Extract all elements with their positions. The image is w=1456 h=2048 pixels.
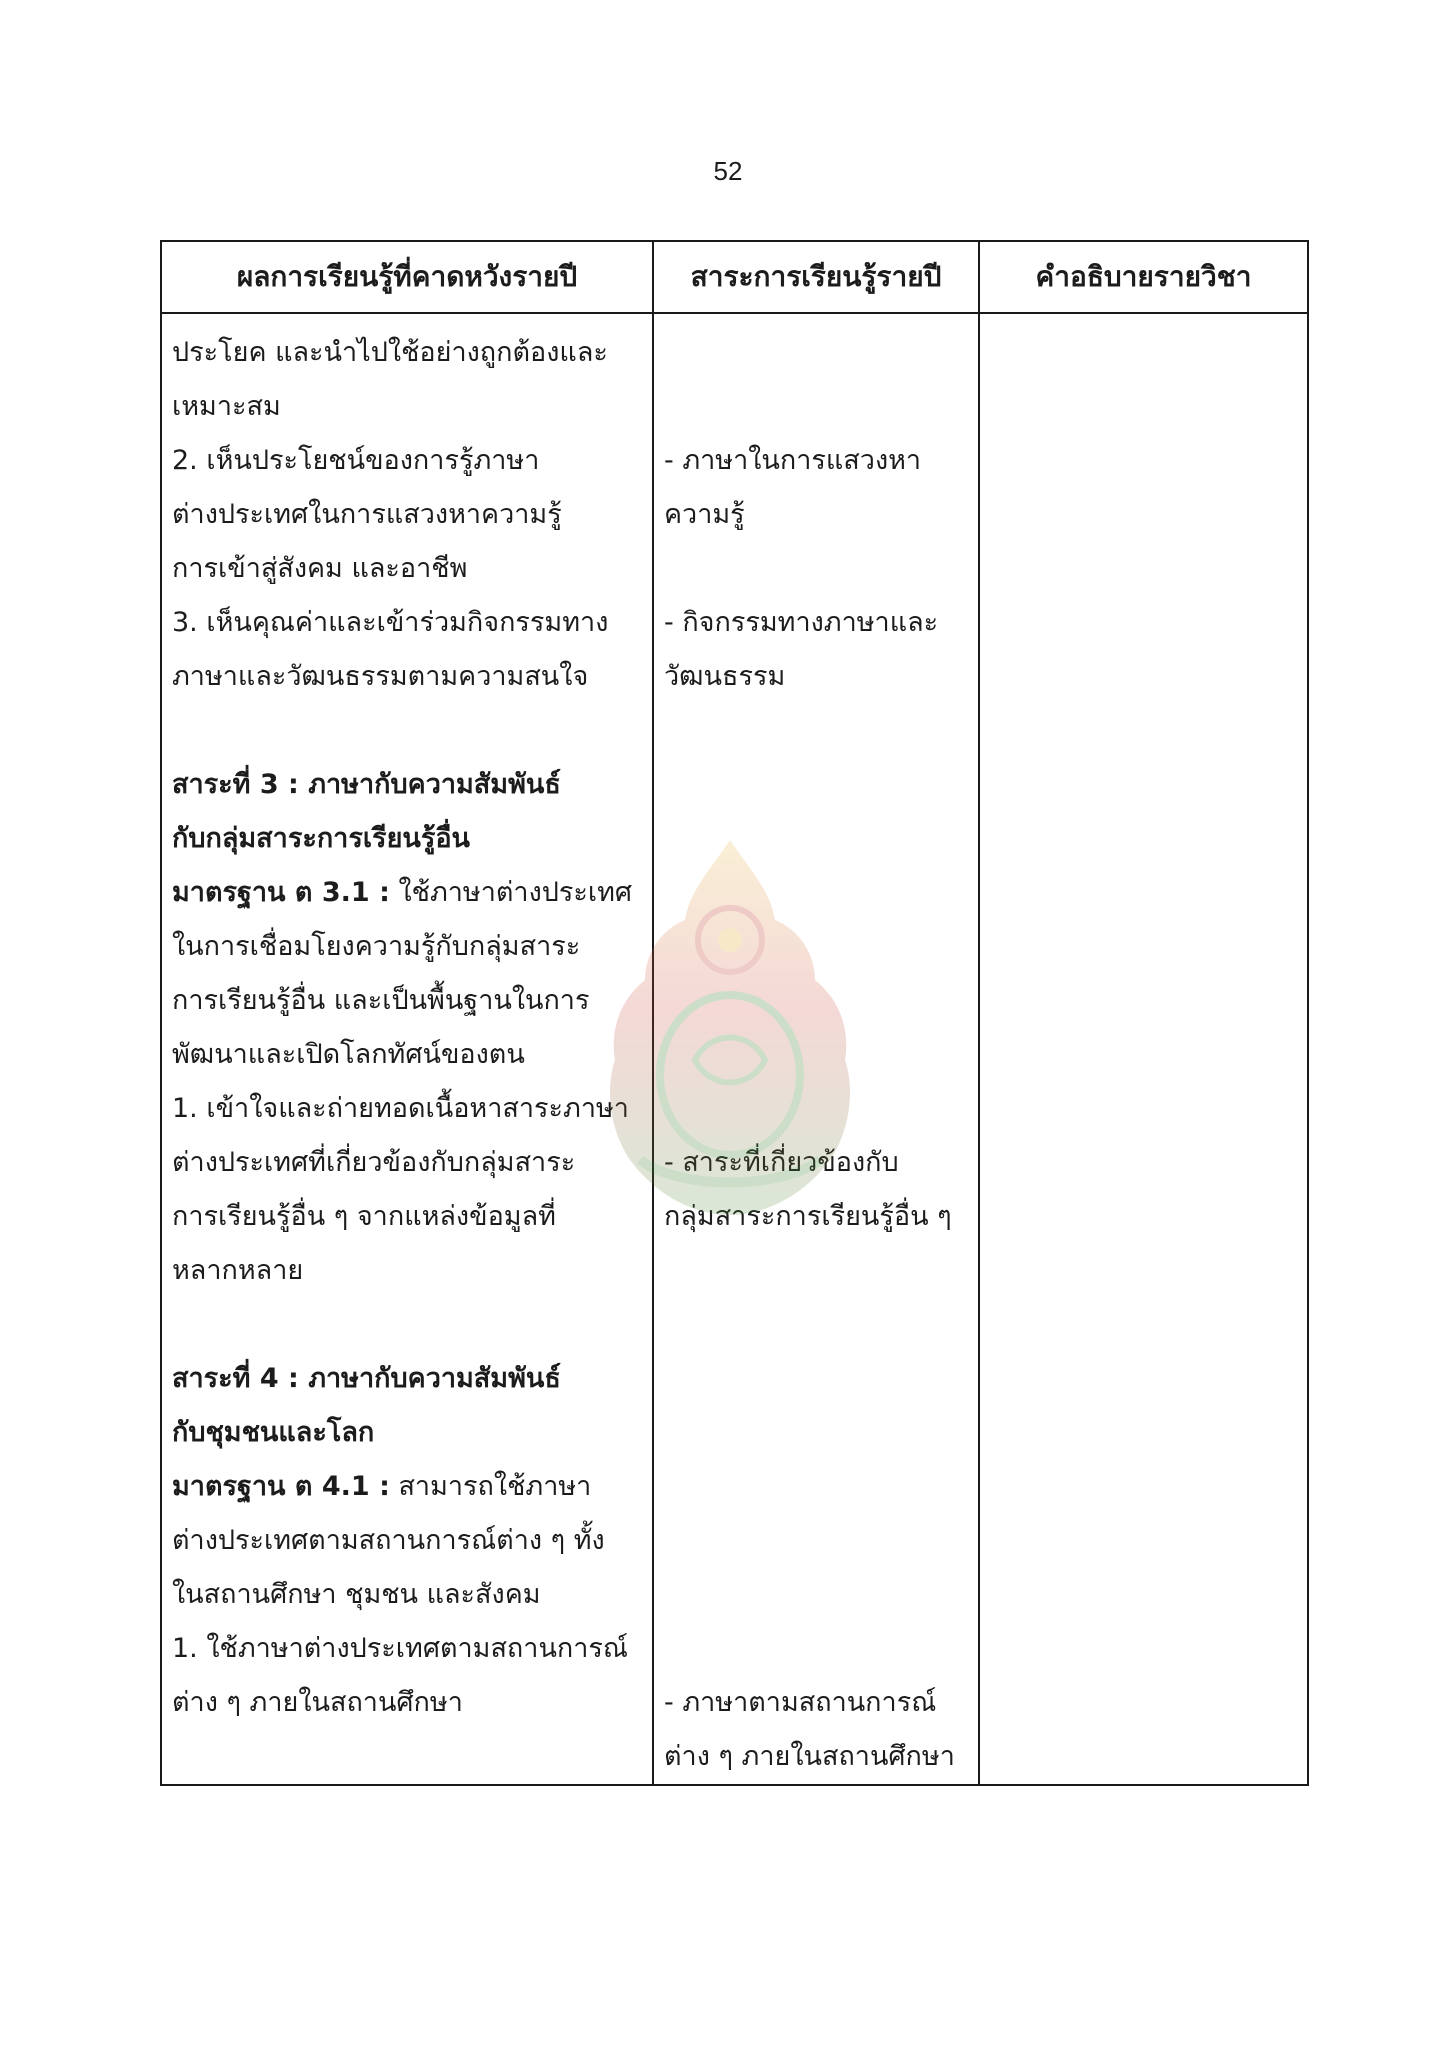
standard-4-1: [172, 1460, 642, 1514]
standard-line: ในสถานศึกษา ชุมชน และสังคม: [172, 1579, 541, 1610]
course-description-cell: [979, 313, 1308, 1785]
outcome-line: ต่าง ๆ ภายในสถานศึกษา: [172, 1687, 463, 1718]
outcome-item-3: 3. เห็นคุณค่าและเข้าร่วมกิจกรรมทาง: [172, 607, 609, 638]
standard-3-1-text: ใช้ภาษาต่างประเทศ: [389, 877, 633, 908]
header-learning-content: สาระการเรียนรู้รายปี: [653, 241, 979, 313]
outcome-line: หลากหลาย: [172, 1255, 304, 1286]
table-row: [161, 313, 1308, 1785]
standard-line: ในการเชื่อมโยงความรู้กับกลุ่มสาระ: [172, 931, 581, 962]
standard-4-1-text: สามารถใช้ภาษา: [389, 1471, 592, 1502]
outcome-line: ต่างประเทศที่เกี่ยวข้องกับกลุ่มสาระ: [172, 1147, 576, 1178]
outcome-item-1: 1. ใช้ภาษาต่างประเทศตามสถานการณ์: [172, 1633, 628, 1664]
spacer: [664, 704, 968, 1136]
outcome-line: ภาษาและวัฒนธรรมตามความสนใจ: [172, 661, 589, 692]
spacer: [664, 326, 968, 380]
outcome-line: ต่างประเทศในการแสวงหาความรู้: [172, 499, 562, 530]
content-line: วัฒนธรรม: [664, 661, 786, 692]
spacer: [664, 542, 968, 596]
outcome-line: การเข้าสู่สังคม และอาชีพ: [172, 553, 468, 584]
content-line: ความรู้: [664, 499, 745, 530]
learning-outcomes-cell: [161, 313, 653, 1785]
outcome-line: การเรียนรู้อื่น ๆ จากแหล่งข้อมูลที่: [172, 1201, 556, 1232]
outcome-item-2: 2. เห็นประโยชน์ของการรู้ภาษา: [172, 445, 540, 476]
content-item: - สาระที่เกี่ยวข้องกับ: [664, 1147, 899, 1178]
standard-3-1: [172, 866, 642, 920]
outcome-line: เหมาะสม: [172, 391, 281, 422]
learning-content-cell: [653, 313, 979, 1785]
header-learning-outcomes: ผลการเรียนรู้ที่คาดหวังรายปี: [161, 241, 653, 313]
standard-line: พัฒนาและเปิดโลกทัศน์ของตน: [172, 1039, 525, 1070]
header-course-description: คำอธิบายรายวิชา: [979, 241, 1308, 313]
content-item: - ภาษาในการแสวงหา: [664, 445, 922, 476]
standard-line: ต่างประเทศตามสถานการณ์ต่าง ๆ ทั้ง: [172, 1525, 605, 1556]
spacer: [664, 380, 968, 434]
content-line: กลุ่มสาระการเรียนรู้อื่น ๆ: [664, 1201, 952, 1232]
outcome-item-1: 1. เข้าใจและถ่ายทอดเนื้อหาสาระภาษา: [172, 1093, 629, 1124]
strand-4-title-cont: กับชุมชนและโลก: [172, 1417, 375, 1448]
strand-3-title-cont: กับกลุ่มสาระการเรียนรู้อื่น: [172, 823, 471, 854]
page-number: 52: [713, 156, 743, 186]
content-item: - กิจกรรมทางภาษาและ: [664, 607, 939, 638]
content-item: - ภาษาตามสถานการณ์: [664, 1687, 937, 1718]
spacer: [172, 1298, 642, 1352]
curriculum-table: [160, 240, 1309, 1786]
standard-4-1-label: มาตรฐาน ต 4.1 :: [172, 1471, 390, 1502]
spacer: [664, 1244, 968, 1676]
standard-3-1-label: มาตรฐาน ต 3.1 :: [172, 877, 390, 908]
standard-line: การเรียนรู้อื่น และเป็นพื้นฐานในการ: [172, 985, 590, 1016]
content-line: ต่าง ๆ ภายในสถานศึกษา: [664, 1741, 955, 1772]
outcome-line: ประโยค และนำไปใช้อย่างถูกต้องและ: [172, 337, 608, 368]
spacer: [172, 704, 642, 758]
table-header-row: [161, 241, 1308, 313]
curriculum-table-wrapper: [160, 240, 1307, 1786]
strand-3-title: สาระที่ 3 : ภาษากับความสัมพันธ์: [172, 769, 561, 800]
strand-4-title: สาระที่ 4 : ภาษากับความสัมพันธ์: [172, 1363, 561, 1394]
